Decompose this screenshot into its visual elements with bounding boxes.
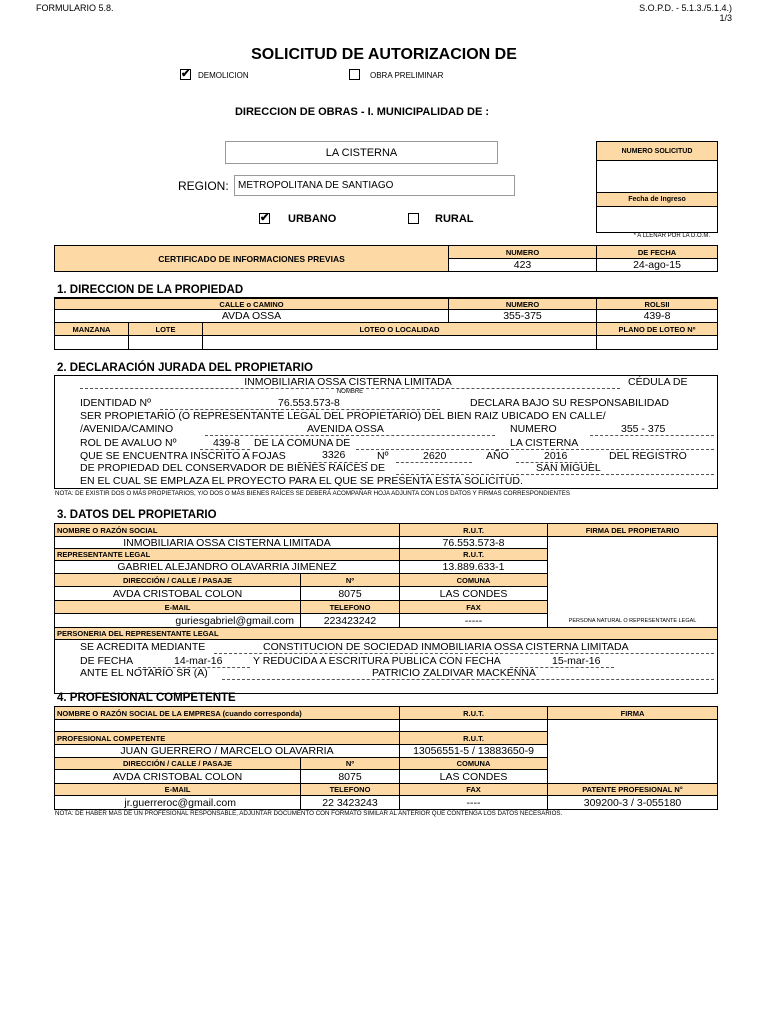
tel-header: TELEFONO [300, 600, 400, 614]
owner-name[interactable]: INMOBILIARIA OSSA CISTERNA LIMITADA [244, 376, 452, 388]
check-icon: ✔ [181, 68, 191, 80]
prof-firma-header: FIRMA [547, 706, 718, 720]
numero-solicitud-header: NUMERO SOLICITUD [596, 141, 718, 161]
urbano-label: URBANO [288, 213, 337, 225]
demolicion-checkbox[interactable] [180, 69, 191, 80]
manzana-header: MANZANA [54, 322, 129, 336]
declara-text: DECLARA BAJO SU RESPONSABILIDAD [470, 397, 669, 409]
numero-value[interactable]: 355-375 [448, 309, 597, 323]
sec2-nota: NOTA: DE EXISTIR DOS O MÁS PROPIETARIOS, Y/O DOS O MÁS BIENES RAÍCES SE DEBERÁ ACOMPAÑAR HOJA ADJUNTA CON LOS DATOS Y FIRMAS CORRESPONDIENTES [55, 490, 571, 497]
comuna-value[interactable]: LA CISTERNA [510, 437, 579, 449]
loteo-value[interactable] [202, 335, 597, 350]
rol-avaluo-label: ROL DE AVALUO Nº [80, 437, 177, 449]
prof-nombre[interactable]: JUAN GUERRERO / MARCELO OLAVARRIA [54, 744, 400, 758]
section-3-title: 3. DATOS DEL PROPIETARIO [57, 509, 217, 521]
prof-rut[interactable]: 13056551-5 / 13883650-9 [399, 744, 548, 758]
ano-value[interactable]: 2016 [544, 450, 568, 462]
fax-header: FAX [399, 600, 548, 614]
plano-value[interactable] [596, 335, 718, 350]
rut-header: R.U.T. [399, 523, 548, 537]
obra-preliminar-label: OBRA PRELIMINAR [370, 71, 444, 80]
notario-value[interactable]: PATRICIO ZALDIVAR MACKENNA [372, 667, 536, 679]
fecha-ingreso-header: Fecha de Ingreso [596, 192, 718, 207]
prof-comuna-header: COMUNA [399, 757, 548, 770]
lote-header: LOTE [128, 322, 203, 336]
prof-comuna[interactable]: LAS CONDES [399, 769, 548, 784]
page-number: 1/3 [719, 13, 732, 23]
cip-numero-header: NUMERO [448, 245, 597, 259]
notario-label: ANTE EL NOTARIO SR (A) [80, 667, 208, 679]
empresa-header: NOMBRE O RAZÓN SOCIAL DE LA EMPRESA (cuando corresponda) [54, 706, 400, 720]
plano-header: PLANO DE LOTEO Nº [596, 322, 718, 336]
n-header: Nº [300, 573, 400, 587]
email-header: E-MAIL [54, 600, 301, 614]
cedula-label: CÉDULA DE [628, 376, 688, 388]
sec4-nota: NOTA: DE HABER MÁS DE UN PROFESIONAL RESPONSABLE, ADJUNTAR DOCUMENTO CON FORMATO SIMILAR AL ANTERIOR QUE CONTENGA LOS DATOS NECESARIOS. [55, 810, 563, 817]
firma-profesional[interactable] [547, 719, 718, 784]
loteo-header: LOTEO O LOCALIDAD [202, 322, 597, 336]
sopd-code: S.O.P.D. - 5.1.3./5.1.4.) [639, 3, 732, 13]
conservador-label: DE PROPIEDAD DEL CONSERVADOR DE BIENES RAÍCES DE [80, 462, 385, 474]
registro-label: DEL REGISTRO [609, 450, 687, 462]
numero-solicitud-field[interactable] [596, 160, 718, 193]
rep-rut-header: R.U.T. [399, 548, 548, 561]
prof-rut-header: R.U.T. [399, 731, 548, 745]
rol-header: ROLSII [596, 298, 718, 310]
section-2-title: 2. DECLARACIÓN JURADA DEL PROPIETARIO [57, 362, 314, 374]
fojas-label: QUE SE ENCUENTRA INSCRITO A FOJAS [80, 450, 286, 462]
prof-email[interactable]: jr.guerreroc@gmail.com [54, 795, 301, 810]
fecha-value[interactable]: 14-mar-16 [174, 655, 223, 667]
lote-value[interactable] [128, 335, 203, 350]
owner-comuna[interactable]: LAS CONDES [399, 586, 548, 601]
section-1-title: 1. DIRECCION DE LA PROPIEDAD [57, 284, 244, 296]
personeria-header: PERSONERIA DEL REPRESENTANTE LEGAL [54, 627, 718, 640]
owner-nombre[interactable]: INMOBILIARIA OSSA CISTERNA LIMITADA [54, 536, 400, 549]
owner-n[interactable]: 8075 [300, 586, 400, 601]
numero-label: NUMERO [510, 423, 557, 435]
cip-fecha-value[interactable]: 24-ago-15 [596, 258, 718, 272]
owner-email[interactable]: guriesgabriel@gmail.com [54, 613, 301, 628]
conservador-value[interactable]: SAN MIGUEL [536, 462, 601, 474]
urbano-checkbox[interactable] [259, 213, 270, 224]
fojas-value[interactable]: 3326 [322, 449, 346, 461]
prof-tel[interactable]: 22 3423243 [300, 795, 400, 810]
rep-nombre[interactable]: GABRIEL ALEJANDRO OLAVARRIA JIMENEZ [54, 560, 400, 574]
region-label: REGION: [178, 179, 229, 193]
nombre-caption: NOMBRE [336, 389, 364, 395]
calle-header: CALLE o CAMINO [54, 298, 449, 310]
fecha-ingreso-field[interactable] [596, 206, 718, 233]
cip-fecha-header: DE FECHA [596, 245, 718, 259]
cip-numero-value[interactable]: 423 [448, 258, 597, 272]
owner-tel[interactable]: 223423242 [300, 613, 400, 628]
dom-note: * A LLENAR POR LA D.O.M. [633, 233, 710, 239]
emplaza-text: EN EL CUAL SE EMPLAZA EL PROYECTO PARA EL QUE SE PRESENTA ESTA SOLICITUD. [80, 475, 523, 487]
identidad-label: IDENTIDAD Nº [80, 397, 151, 409]
manzana-value[interactable] [54, 335, 129, 350]
direccion-obras-heading: DIRECCION DE OBRAS - I. MUNICIPALIDAD DE : [234, 106, 490, 118]
municipalidad-field[interactable]: LA CISTERNA [225, 141, 498, 164]
rol-value[interactable]: 439-8 [596, 309, 718, 323]
prof-header: PROFESIONAL COMPETENTE [54, 731, 400, 745]
form-code: FORMULARIO 5.8. [36, 3, 114, 13]
prof-tel-header: TELEFONO [300, 783, 400, 796]
acredita-value[interactable]: CONSTITUCION DE SOCIEDAD INMOBILIARIA OSSA CISTERNA LIMITADA [263, 641, 629, 653]
owner-rut[interactable]: 76.553.573-8 [399, 536, 548, 549]
numero-value[interactable]: 355 - 375 [621, 423, 666, 435]
prof-fax[interactable]: ---- [399, 795, 548, 810]
patente-header: PATENTE PROFESIONAL N° [547, 783, 718, 796]
region-field[interactable]: METROPOLITANA DE SANTIAGO [234, 175, 515, 196]
rep-header: REPRESENTANTE LEGAL [54, 548, 400, 561]
prof-n[interactable]: 8075 [300, 769, 400, 784]
cip-label: CERTIFICADO DE INFORMACIONES PREVIAS [54, 245, 449, 272]
dir-header: DIRECCIÓN / CALLE / PASAJE [54, 573, 301, 587]
firma-propietario[interactable] [547, 536, 718, 628]
nombre-header: NOMBRE O RAZÓN SOCIAL [54, 523, 400, 537]
section-4-title: 4. PROFESIONAL COMPETENTE [57, 692, 236, 704]
identidad-value[interactable]: 76.553.573-8 [278, 397, 340, 409]
check-icon: ✔ [260, 212, 270, 224]
numero-header: NUMERO [448, 298, 597, 310]
propietario-text: SER PROPIETARIO (O REPRESENTANTE LEGAL DEL PROPIETARIO) DEL BIEN RAIZ UBICADO EN CALLE/ [80, 410, 606, 422]
prof-email-header: E-MAIL [54, 783, 301, 796]
rol-avaluo-value[interactable]: 439-8 [213, 437, 240, 449]
prof-n-header: Nº [300, 757, 400, 770]
firma-header: FIRMA DEL PROPIETARIO [547, 523, 718, 537]
n-label: Nº [377, 450, 389, 462]
rep-rut[interactable]: 13.889.633-1 [399, 560, 548, 574]
fecha2-value[interactable]: 15-mar-16 [552, 655, 601, 667]
avenida-value[interactable]: AVENIDA OSSA [307, 423, 384, 435]
rural-label: RURAL [435, 213, 474, 225]
prof-dir-header: DIRECCIÓN / CALLE / PASAJE [54, 757, 301, 770]
prof-dir[interactable]: AVDA CRISTOBAL COLON [54, 769, 301, 784]
fecha-label: DE FECHA [80, 655, 134, 667]
comuna-header: COMUNA [399, 573, 548, 587]
prof-patente[interactable]: 309200-3 / 3-055180 [547, 795, 718, 810]
owner-dir[interactable]: AVDA CRISTOBAL COLON [54, 586, 301, 601]
comuna-label: DE LA COMUNA DE [254, 437, 351, 449]
prof-fax-header: FAX [399, 783, 548, 796]
reducida-label: Y REDUCIDA A ESCRITURA PUBLICA CON FECHA [253, 655, 501, 667]
empresa-rut-header: R.U.T. [399, 706, 548, 720]
avenida-label: /AVENIDA/CAMINO [80, 423, 174, 435]
obra-preliminar-checkbox[interactable] [349, 69, 360, 80]
calle-value[interactable]: AVDA OSSA [54, 309, 449, 323]
ano-label: AÑO [486, 450, 509, 462]
n-value[interactable]: 2620 [423, 450, 447, 462]
rural-checkbox[interactable] [408, 213, 419, 224]
acredita-label: SE ACREDITA MEDIANTE [80, 641, 206, 653]
page-title: SOLICITUD DE AUTORIZACION DE [251, 46, 517, 63]
owner-fax[interactable]: ----- [399, 613, 548, 628]
demolicion-label: DEMOLICION [198, 71, 249, 80]
firma-caption: PERSONA NATURAL O REPRESENTANTE LEGAL [568, 618, 697, 624]
